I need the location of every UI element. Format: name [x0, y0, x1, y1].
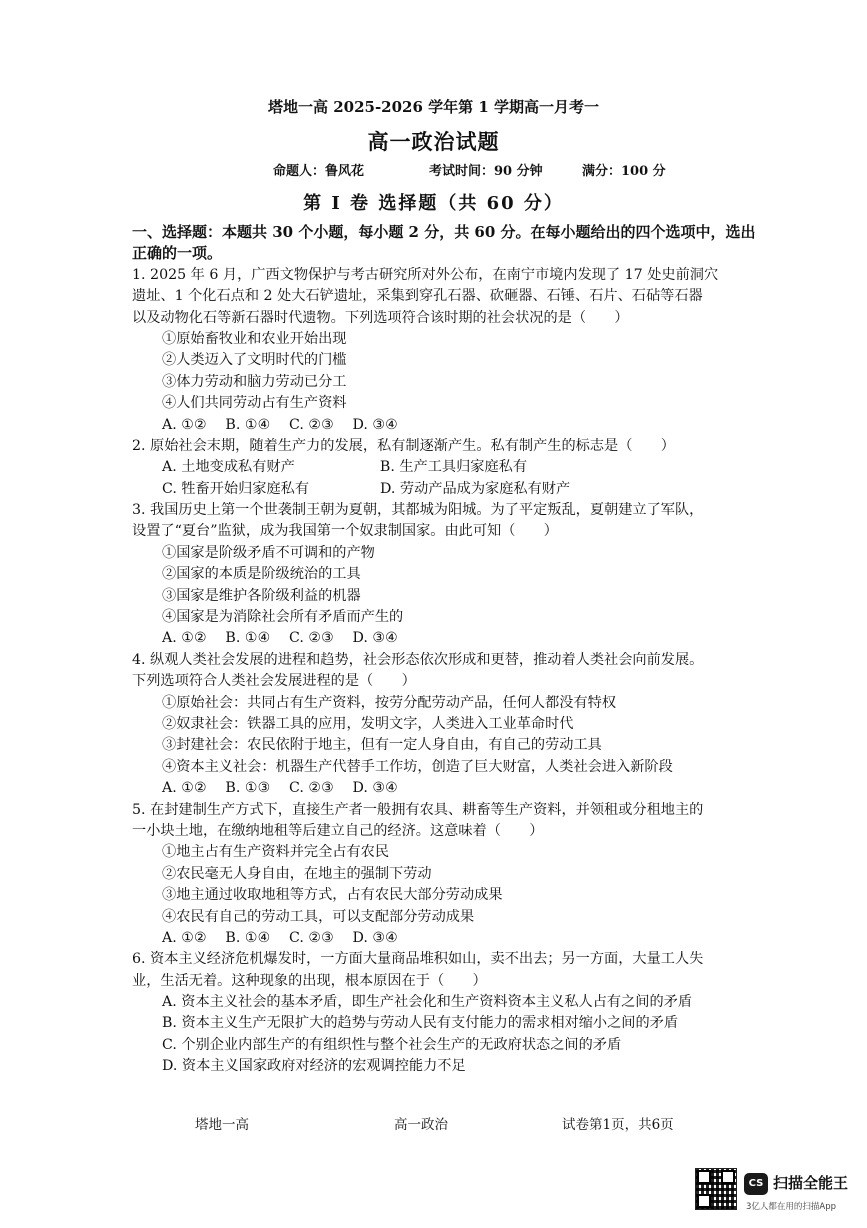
text-line: 遗址、1 个化石点和 2 处大石铲遗址，采集到穿孔石器、砍砸器、石锤、石片、石砧等石器 — [132, 288, 703, 305]
text-line: A. ①② B. ①④ C. ②③ D. ③④ — [162, 929, 398, 946]
text-line: ④资本主义社会：机器生产代替手工作坊，创造了巨大财富，人类社会进入新阶段 — [162, 758, 673, 775]
text-line: ②奴隶社会：铁器工具的应用，发明文字，人类进入工业革命时代 — [162, 715, 574, 732]
scanner-slogan: 3亿人都在用的扫描App — [746, 1202, 837, 1212]
footer-school: 塔地一高 — [195, 1117, 249, 1133]
text-line: 3. 我国历史上第一个世袭制王朝为夏朝，其都城为阳城。为了平定叛乱，夏朝建立了军队， — [132, 502, 704, 519]
text-line: ①原始畜牧业和农业开始出现 — [162, 330, 347, 347]
full-score-label: 满分：100 分 — [582, 164, 666, 179]
text-line: 一小块土地，在缴纳地租等后建立自己的经济。这意味着（ ） — [132, 822, 544, 839]
text-line: C. 牲畜开始归家庭私有 D. 劳动产品成为家庭私有财产 — [162, 480, 571, 497]
text-line: B. 资本主义生产无限扩大的趋势与劳动人民有支付能力的需求相对缩小之间的矛盾 — [162, 1015, 679, 1032]
text-line: ④农民有自己的劳动工具，可以支配部分劳动成果 — [162, 908, 475, 925]
scanner-brand: 扫描全能王 — [773, 1174, 849, 1192]
text-line: ③体力劳动和脑力劳动已分工 — [162, 373, 347, 390]
text-line: 业，生活无着。这种现象的出现，根本原因在于（ ） — [132, 972, 487, 989]
text-line: 6. 资本主义经济危机爆发时，一方面大量商品堆积如山，卖不出去；另一方面，大量工人失 — [132, 951, 704, 968]
question-content — [132, 222, 756, 1078]
author-label: 命题人：鲁风花 — [273, 164, 365, 179]
text-line: 设置了“夏台”监狱，成为我国第一个奴隶制国家。由此可知（ ） — [132, 523, 558, 540]
text-line: C. 个别企业内部生产的有组织性与整个社会生产的无政府状态之间的矛盾 — [162, 1036, 622, 1053]
text-line: ③国家是维护各阶级利益的机器 — [162, 587, 361, 604]
qr-code-icon — [695, 1168, 737, 1210]
text-line: 以及动物化石等新石器时代遗物。下列选项符合该时期的社会状况的是（ ） — [132, 309, 629, 326]
text-line: ①国家是阶级矛盾不可调和的产物 — [162, 544, 375, 561]
subject-title: 高一政治试题 — [367, 129, 500, 154]
section-title: 第 Ⅰ 卷 选择题（共 60 分） — [303, 193, 564, 214]
text-line: ④国家是为消除社会所有矛盾而产生的 — [162, 609, 404, 626]
text-line: ③地主通过收取地租等方式，占有农民大部分劳动成果 — [162, 887, 503, 904]
footer-subject: 高一政治 — [394, 1117, 448, 1133]
text-line: D. 资本主义国家政府对经济的宏观调控能力不足 — [162, 1058, 466, 1075]
text-line: ②人类迈入了文明时代的门槛 — [162, 352, 347, 369]
text-line: A. 资本主义社会的基本矛盾，即生产社会化和生产资料资本主义私人占有之间的矛盾 — [162, 994, 693, 1011]
text-line: ①地主占有生产资料并完全占有农民 — [162, 844, 390, 861]
text-line: ④人们共同劳动占有生产资料 — [162, 395, 347, 412]
text-line: 2. 原始社会末期，随着生产力的发展，私有制逐渐产生。私有制产生的标志是（ ） — [132, 437, 675, 454]
text-line: 4. 纵观人类社会发展的进程和趋势，社会形态依次形成和更替，推动着人类社会向前发展。 — [132, 651, 704, 668]
text-line: ①原始社会：共同占有生产资料，按劳分配劳动产品，任何人都没有特权 — [162, 694, 617, 711]
footer-page-number: 试卷第1页，共6页 — [562, 1117, 674, 1133]
text-line: A. ①② B. ①③ C. ②③ D. ③④ — [162, 780, 398, 797]
text-line: A. 土地变成私有财产 B. 生产工具归家庭私有 — [162, 459, 528, 476]
text-line: ②国家的本质是阶级统治的工具 — [162, 566, 361, 583]
text-line: 1. 2025 年 6 月，广西文物保护与考古研究所对外公布，在南宁市境内发现了 17 处史前洞穴 — [132, 266, 719, 283]
text-line: A. ①② B. ①④ C. ②③ D. ③④ — [162, 416, 398, 433]
text-line: ③封建社会：农民依附于地主，但有一定人身自由，有自己的劳动工具 — [162, 737, 602, 754]
scanner-logo-icon: CS — [744, 1173, 768, 1195]
text-line: A. ①② B. ①④ C. ②③ D. ③④ — [162, 630, 398, 647]
exam-title: 塔地一高 2025-2026 学年第 1 学期高一月考一 — [267, 98, 600, 116]
text-line: 5. 在封建制生产方式下，直接生产者一般拥有农具、耕畜等生产资料，并领租或分租地主的 — [132, 801, 704, 818]
exam-time-label: 考试时间：90 分钟 — [429, 164, 543, 179]
text-line: 正确的一项。 — [132, 244, 223, 263]
text-line: 下列选项符合人类社会发展进程的是（ ） — [132, 673, 416, 690]
text-line: ②农民毫无人身自由，在地主的强制下劳动 — [162, 865, 432, 882]
text-line: 一、选择题：本题共 30 个小题，每小题 2 分，共 60 分。在每小题给出的四个选项中，选出 — [132, 223, 756, 241]
